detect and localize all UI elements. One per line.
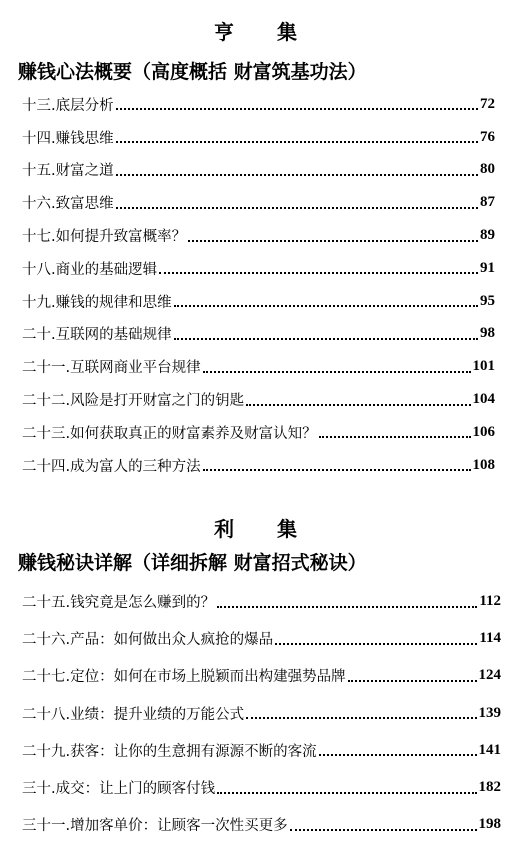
toc-entry-label: 十九.赚钱的规律和思维 <box>22 294 172 311</box>
toc-entry[interactable] <box>22 285 495 318</box>
toc-entry-page: 114 <box>479 630 501 647</box>
toc-entry-page: 182 <box>478 779 501 796</box>
toc-entry[interactable] <box>22 657 501 694</box>
toc-entry-label: 十六.致富思维 <box>22 196 114 213</box>
toc-entry-page: 141 <box>478 741 501 758</box>
leader-dots <box>203 469 471 471</box>
toc-entry[interactable] <box>22 350 495 383</box>
leader-dots <box>217 606 477 608</box>
toc-entry-label: 三十一.增加客单价：让顾客一次性买更多 <box>22 818 288 835</box>
toc-entry[interactable] <box>22 383 495 416</box>
toc-entry[interactable] <box>22 806 501 843</box>
leader-dots <box>116 141 478 143</box>
toc-entry-label: 二十.互联网的基础规律 <box>22 327 172 344</box>
toc-entry[interactable] <box>22 695 501 732</box>
leader-dots <box>116 174 478 176</box>
toc-entry-page: 76 <box>480 128 495 145</box>
toc-entry-label: 十三.底层分析 <box>22 97 114 114</box>
section-subtitle-li: 赚钱秘诀详解（详细拆解 财富招式秘诀） <box>18 552 367 574</box>
toc-entry[interactable] <box>22 186 495 219</box>
leader-dots <box>159 272 478 274</box>
toc-entry-page: 72 <box>480 95 495 112</box>
toc-entry-label: 二十九.获客：让你的生意拥有源源不断的客流 <box>22 743 317 760</box>
toc-entry-page: 139 <box>478 704 501 721</box>
leader-dots <box>116 207 478 209</box>
toc-entry[interactable] <box>22 769 501 806</box>
toc-entry-page: 124 <box>478 667 501 684</box>
toc-list-heng <box>22 88 495 482</box>
leader-dots <box>246 404 470 406</box>
toc-entry[interactable] <box>22 416 495 449</box>
leader-dots <box>319 436 471 438</box>
toc-entry[interactable] <box>22 318 495 351</box>
toc-entry-page: 108 <box>472 456 495 473</box>
toc-entry[interactable] <box>22 732 501 769</box>
toc-list-li <box>22 583 501 843</box>
leader-dots <box>174 338 478 340</box>
leader-dots <box>348 680 477 682</box>
toc-entry-page: 89 <box>480 227 495 244</box>
toc-entry-page: 104 <box>472 391 495 408</box>
leader-dots <box>116 108 478 110</box>
toc-entry[interactable] <box>22 121 495 154</box>
toc-entry-label: 二十四.成为富人的三种方法 <box>22 458 201 475</box>
toc-entry-page: 80 <box>480 161 495 178</box>
toc-entry[interactable] <box>22 154 495 187</box>
leader-dots <box>188 240 478 242</box>
leader-dots <box>217 792 476 794</box>
toc-entry-page: 98 <box>480 325 495 342</box>
toc-entry-label: 十五.财富之道 <box>22 163 114 180</box>
toc-entry[interactable] <box>22 252 495 285</box>
toc-entry-label: 二十三.如何获取真正的财富素养及财富认知？ <box>22 425 317 442</box>
toc-entry-page: 95 <box>480 292 495 309</box>
toc-entry-page: 198 <box>478 816 501 833</box>
toc-entry-page: 87 <box>480 194 495 211</box>
toc-entry[interactable] <box>22 449 495 482</box>
toc-entry[interactable] <box>22 583 501 620</box>
leader-dots <box>290 829 477 831</box>
toc-entry-label: 二十二.风险是打开财富之门的钥匙 <box>22 393 245 410</box>
toc-entry-label: 二十一.互联网商业平台规律 <box>22 360 201 377</box>
toc-entry-label: 十七.如何提升致富概率？ <box>22 229 187 246</box>
part-title-heng: 亨 集 <box>214 20 315 44</box>
toc-entry-page: 91 <box>480 259 495 276</box>
toc-entry-page: 101 <box>472 358 495 375</box>
toc-entry-page: 112 <box>479 593 501 610</box>
toc-entry-label: 二十六.产品：如何做出众人疯抢的爆品 <box>22 632 274 649</box>
part-title-li: 利 集 <box>214 517 315 541</box>
toc-entry-label: 十四.赚钱思维 <box>22 130 114 147</box>
toc-entry-label: 二十七.定位：如何在市场上脱颖而出构建强势品牌 <box>22 669 346 686</box>
toc-entry[interactable] <box>22 620 501 657</box>
toc-entry[interactable] <box>22 88 495 121</box>
leader-dots <box>319 754 477 756</box>
toc-entry-label: 二十五.钱究竟是怎么赚到的？ <box>22 595 216 612</box>
leader-dots <box>203 371 471 373</box>
section-subtitle-heng: 赚钱心法概要（高度概括 财富筑基功法） <box>18 61 367 83</box>
toc-entry-label: 三十.成交：让上门的顾客付钱 <box>22 781 216 798</box>
toc-entry-label: 十八.商业的基础逻辑 <box>22 261 158 278</box>
toc-entry-label: 二十八.业绩：提升业绩的万能公式 <box>22 706 245 723</box>
leader-dots <box>174 305 478 307</box>
leader-dots <box>246 717 476 719</box>
leader-dots <box>275 643 477 645</box>
toc-entry[interactable] <box>22 219 495 252</box>
toc-entry-page: 106 <box>472 423 495 440</box>
